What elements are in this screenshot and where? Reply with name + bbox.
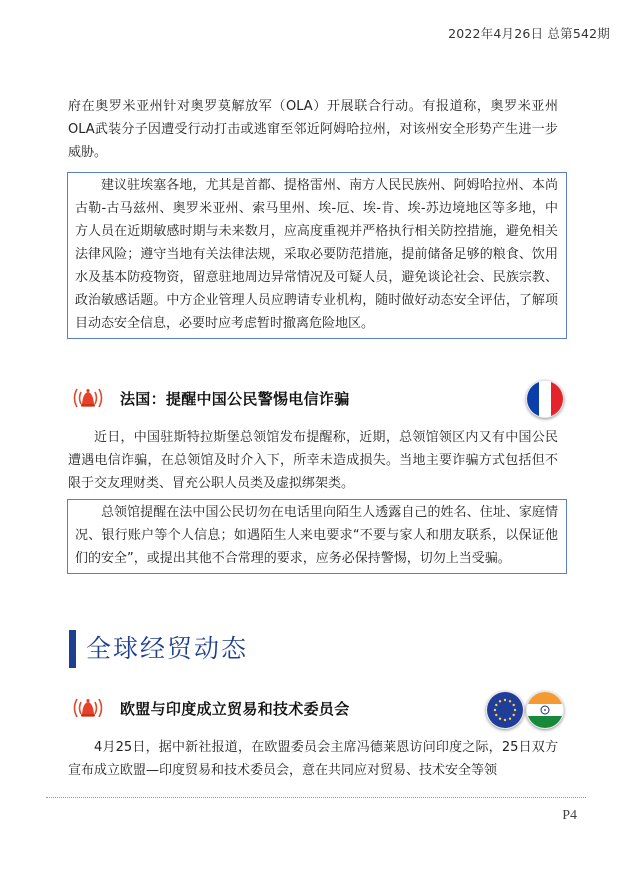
eu-india-body-paragraph: 4月25日，据中新社报道，在欧盟委员会主席冯德莱恩访问印度之际，25日双方宣布成立欧盟—印度贸易和技术委员会，意在共同应对贸易、技术安全等领 bbox=[68, 740, 558, 778]
alarm-bell-icon bbox=[68, 695, 108, 721]
ethiopia-intro-paragraph: 府在奥罗米亚州针对奥罗莫解放军（OLA）开展联合行动。有报道称，奥罗米亚州OLA武装分子因遭受行动打击或逃窜至邻近阿姆哈拉州，对该州安全形势产生进一步威胁。 bbox=[68, 99, 558, 160]
section-accent-bar bbox=[69, 630, 76, 668]
france-advice-box bbox=[67, 499, 567, 574]
france-news-title: 法国：提醒中国公民警惕电信诈骗 bbox=[120, 389, 350, 408]
india-flag-icon bbox=[526, 691, 564, 729]
france-advice-text: 总领馆提醒在法中国公民切勿在电话里向陌生人透露自己的姓名、住址、家庭情况、银行账户等个人信息；如遇陌生人来电要求“不要与家人和朋友联系，以保证他们的安全”，或提出其他不合常理的要求，应务必保持警惕，切勿上当受骗。 bbox=[75, 505, 558, 566]
ethiopia-advice-text: 建议驻埃塞各地，尤其是首都、提格雷州、南方人民民族州、阿姆哈拉州、本尚古勒-古马兹州、奥罗米亚州、索马里州、埃-厄、埃-肯、埃-苏边境地区等多地，中方人员在近期敏感时期与未来数月，应高度重视并严格执行相关防控措施，避免相关法律风险；遵守当地有关法律法规，采取必要防范措施，提前储备足够的粮食、饮用水及基本防疫物资，留意驻地周边异常情况及可疑人员，避免谈论社会、民族宗教、政治敏感话题。中方企业管理人员应聘请专业机构，随时做好动态安全评估，了解项目动态安全信息，必要时应考虑暂时撤离危险地区。 bbox=[75, 178, 558, 331]
ethiopia-advice-box bbox=[67, 172, 567, 339]
france-body-paragraph: 近日，中国驻斯特拉斯堡总领馆发布提醒称，近期，总领馆领区内又有中国公民遭遇电信诈骗，在总领馆及时介入下，所幸未造成损失。当地主要诈骗方式包括但不限于交友理财类、冒充公职人员类及虚拟绑架类。 bbox=[68, 430, 558, 491]
flag-band-blue bbox=[527, 381, 539, 417]
france-news-heading bbox=[68, 380, 350, 416]
footer-divider bbox=[46, 797, 586, 798]
eu-india-news-title: 欧盟与印度成立贸易和技术委员会 bbox=[120, 699, 350, 718]
eu-india-news-heading bbox=[68, 690, 350, 726]
france-flag-icon bbox=[526, 380, 564, 418]
page-number: P4 bbox=[562, 808, 577, 823]
section-title: 全球经贸动态 bbox=[86, 634, 249, 663]
flag-band-white bbox=[539, 381, 551, 417]
eu-flag-icon bbox=[486, 691, 524, 729]
flag-band-red bbox=[551, 381, 563, 417]
alarm-bell-icon bbox=[68, 385, 108, 411]
issue-date: 2022年4月26日 总第542期 bbox=[448, 26, 610, 41]
